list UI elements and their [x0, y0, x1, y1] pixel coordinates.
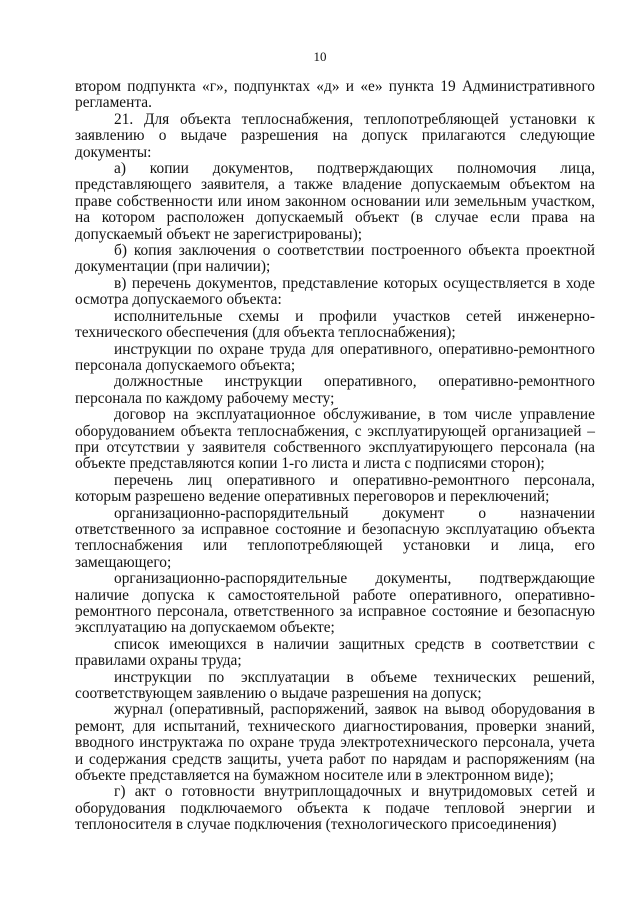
paragraph: инструкции по эксплуатации в объеме технических решений, соответствующем заявлению о выдаче разрешения на допуск;: [75, 668, 595, 703]
page-number: 10: [313, 49, 327, 64]
paragraph: список имеющихся в наличии защитных средств в соответствии с правилами охраны труда;: [75, 635, 595, 670]
paragraph: г) акт о готовности внутриплощадочных и внутридомовых сетей и оборудования подключаемого объекта к подаче тепловой энергии и теплоносителя в случае подключения (технологического присоединения): [75, 783, 595, 834]
paragraph: организационно-распорядительные документы, подтверждающие наличие допуска к самостоятельной работе оперативного, оперативно-ремонтного персонала, ответственного за исправное состояние и безопасную эксплуатацию на допускаемом объекте;: [75, 570, 595, 637]
paragraph: организационно-распорядительный документ о назначении ответственного за исправное состояние и безопасную эксплуатацию объекта теплоснабжения или теплопотребляющей установки и лица, его замещающего;: [75, 504, 595, 571]
paragraph: в) перечень документов, представление которых осуществляется в ходе осмотра допускаемого объекта:: [75, 274, 595, 309]
paragraph: а) копии документов, подтверждающих полномочия лица, представляющего заявителя, а также владение допускаемым объектом на праве собственности или ином законном основании или земельным участком, на котором расположен допускаемый объект (в случае если права на допускаемый объект не зарегистрированы);: [75, 160, 595, 243]
paragraph: журнал (оперативный, распоряжений, заявок на вывод оборудования в ремонт, для испытаний, технического диагностирования, проверки знаний, вводного инструктажа по охране труда электротехнического персонала, учета и содержания средств защиты, учета работ по нарядам и распоряжениям (на объекте представляется на бумажном носителе или в электронном виде);: [75, 701, 595, 785]
paragraph: втором подпункта «г», подпунктах «д» и «е» пункта 19 Административного регламента.: [75, 78, 595, 112]
paragraph: перечень лиц оперативного и оперативно-ремонтного персонала, которым разрешено ведение оперативных переговоров и переключений;: [75, 471, 595, 506]
paragraph: должностные инструкции оперативного, оперативно-ремонтного персонала по каждому рабочему месту;: [75, 373, 595, 407]
paragraph: договор на эксплуатационное обслуживание, в том числе управление оборудованием объекта теплоснабжения, с эксплуатирующей организацией – при отсутствии у заявителя собственного эксплуатирующего персонала (на объекте представляются копии 1-го листа и листа с подписями сторон);: [75, 406, 595, 473]
paragraph: б) копия заключения о соответствии построенного объекта проектной документации (при наличии);: [75, 242, 595, 276]
paragraph: 21. Для объекта теплоснабжения, теплопотребляющей установки к заявлению о выдаче разрешения на допуск прилагаются следующие документы:: [75, 110, 595, 161]
paragraph: исполнительные схемы и профили участков сетей инженерно-технического обеспечения (для объекта теплоснабжения);: [75, 307, 595, 342]
paragraph: инструкции по охране труда для оперативного, оперативно-ремонтного персонала допускаемого объекта;: [75, 340, 595, 374]
document-body: [75, 79, 595, 834]
